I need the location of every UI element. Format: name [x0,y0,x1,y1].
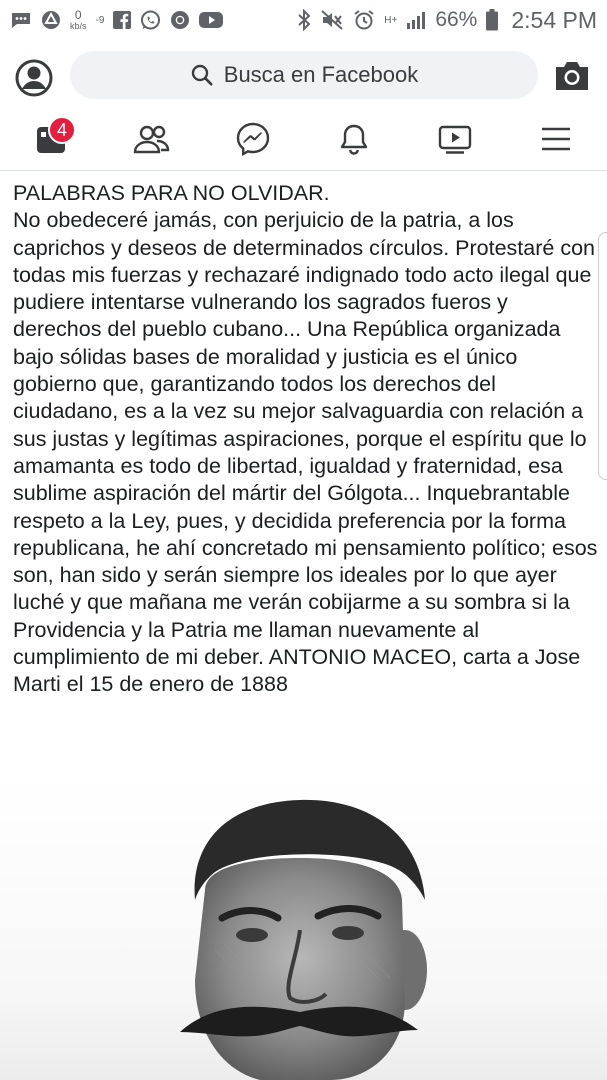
tab-menu[interactable] [506,108,607,170]
signal-label: -9 [95,14,105,26]
search-header [0,48,607,104]
facebook-icon [113,11,131,29]
friends-icon [133,123,171,155]
profile-icon [14,58,54,98]
speed-unit: kb/s [70,20,87,31]
mute-icon [320,9,344,31]
bluetooth-icon [297,9,311,31]
message-icon [10,10,32,30]
tab-friends[interactable] [101,108,202,170]
search-icon [190,63,214,87]
status-left [10,7,223,31]
battery-icon [486,9,498,31]
post-body: No obedeceré jamás, con perjuicio de la patria, a los caprichos y deseos de determinados círculos. Protestaré con todas mis fuerzas y rechazaré indignado todo acto ilegal que pudiere intentarse vulnerando los sagrados fueros y derechos del pueblo cubano... Una República organizada bajo sólidas bases de moralidad y justicia es el único gobierno que, garantizando todos los derechos del ciudadano, es a la vez su mejor salvaguardia con relación a sus justas y legítimas aspiraciones, porque el espíritu que lo amamanta es todo de libertad, igualdad y fraternidad, esa sublime aspiración del mártir del Gólgota... Inquebrantable respeto a la Ley, pues, y decidida preferencia por la forma republicana, he ahí concretado mi pensamiento político; esos son, han sido y serán siempre los ideales por lo que ayer luché y que mañana me verán cobijarme a su sombra si la Providencia y la Patria me llaman nuevamente al cumplimiento de mi deber. ANTONIO MACEO, carta a Jose Marti el 15 de enero de 1888 [13,208,598,697]
search-placeholder: Busca en Facebook [223,62,419,87]
post-text [13,180,601,699]
portrait-illustration [0,780,607,1080]
scroll-handle[interactable] [598,232,607,480]
camera-icon [552,58,592,94]
watch-video-icon [438,123,472,155]
profile-button[interactable] [14,58,54,98]
drive-icon [41,10,61,30]
clock: 2:54 PM [511,6,597,33]
tab-watch[interactable] [405,108,506,170]
battery-percent: 66% [435,8,478,31]
tab-notifications[interactable] [304,108,405,170]
status-right [297,7,597,34]
whatsapp-icon [140,10,161,31]
tab-home[interactable] [0,108,101,170]
bell-icon [338,122,370,156]
search-input[interactable] [70,51,538,99]
post-title: PALABRAS PARA NO OLVIDAR. [13,181,330,205]
nav-tabs [0,108,607,171]
youtube-icon [199,11,223,29]
status-bar [0,0,607,40]
post-image[interactable] [0,780,607,1080]
speed-value: 0 [74,7,82,22]
camera-button[interactable] [552,58,592,94]
chrome-icon [170,10,190,30]
messenger-icon [235,121,271,157]
network-speed [70,7,87,31]
hamburger-menu-icon [540,125,572,153]
notification-badge: 4 [48,116,76,144]
alarm-icon [353,9,375,31]
tab-messenger[interactable] [202,108,303,170]
network-type: H+ [384,14,398,26]
signal-icon [406,10,426,30]
